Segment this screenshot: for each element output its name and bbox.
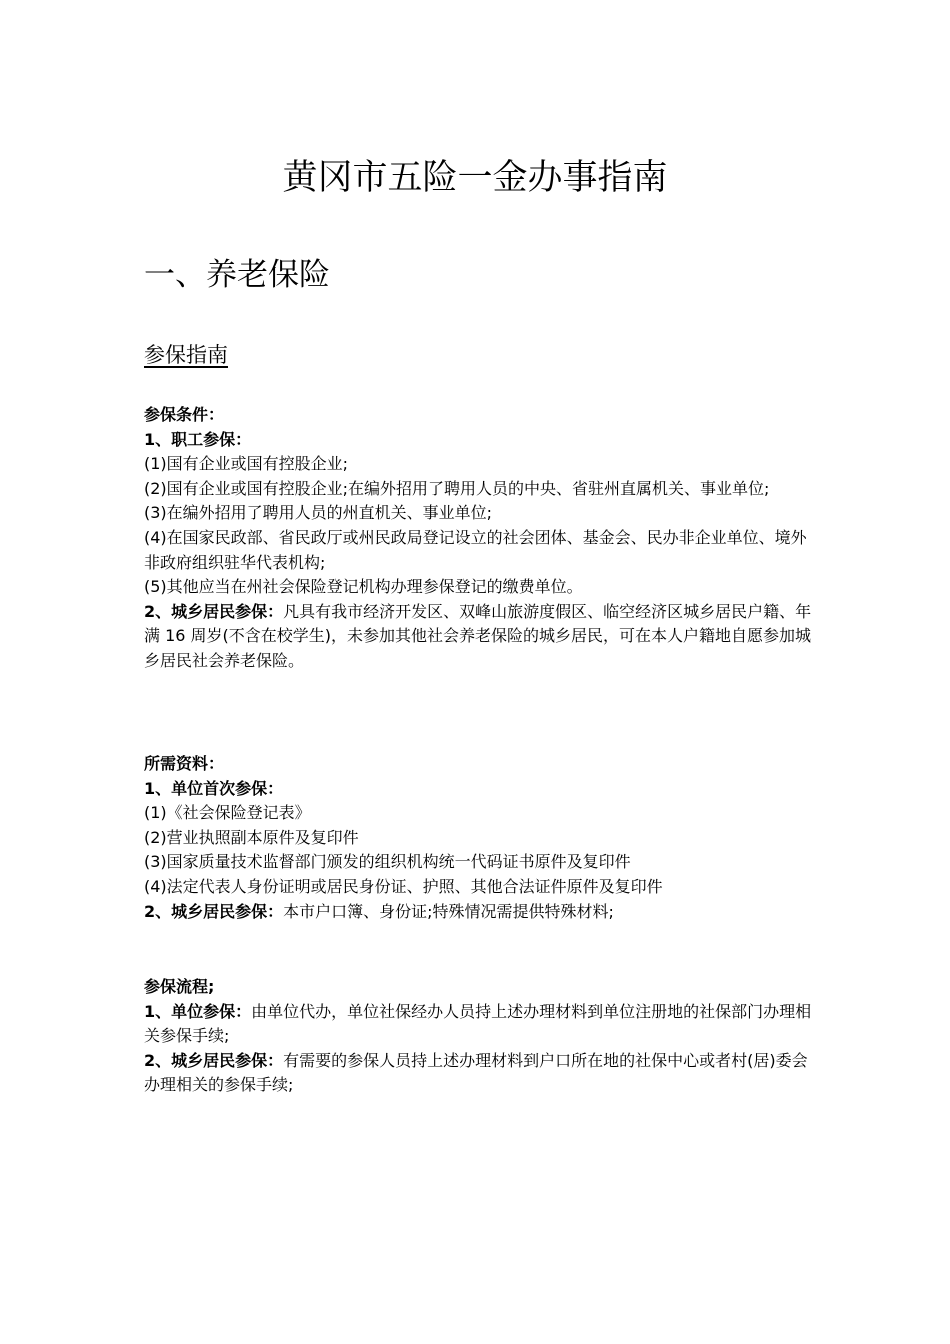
subsection-heading: 参保指南 — [144, 343, 228, 367]
resident-materials — [144, 900, 812, 925]
unit-process — [144, 1000, 812, 1049]
resident-condition — [144, 600, 812, 674]
material-item: (2)营业执照副本原件及复印件 — [144, 827, 359, 847]
condition-item: (1)国有企业或国有控股企业; — [144, 454, 349, 474]
resident-text: 有需要的参保人员持上述办理材料到户口所在地的社保中心或者村(居)委会办理相关的参保手续; — [144, 1050, 808, 1095]
employee-label: 1、职工参保： — [144, 429, 252, 449]
resident-label: 2、城乡居民参保： — [144, 601, 284, 621]
unit-first-label: 1、单位首次参保： — [144, 778, 284, 798]
condition-item: (4)在国家民政部、省民政厅或州民政局登记设立的社会团体、基金会、民办非企业单位、境外非政府组织驻华代表机构; — [144, 527, 807, 572]
materials-section — [144, 752, 812, 924]
unit-label: 1、单位参保： — [144, 1001, 252, 1021]
process-heading: 参保流程; — [144, 977, 215, 996]
condition-item: (2)国有企业或国有控股企业;在编外招用了聘用人员的中央、省驻州直属机关、事业单位; — [144, 478, 770, 498]
material-item: (1)《社会保险登记表》 — [144, 803, 311, 823]
resident-label: 2、城乡居民参保： — [144, 901, 284, 921]
process-section — [144, 975, 812, 1098]
document-title: 黄冈市五险一金办事指南 — [282, 158, 668, 198]
resident-text: 本市户口簿、身份证;特殊情况需提供特殊材料; — [283, 901, 614, 921]
unit-text: 由单位代办，单位社保经办人员持上述办理材料到单位注册地的社保部门办理相关参保手续; — [144, 1001, 812, 1046]
resident-process — [144, 1049, 812, 1098]
condition-item: (3)在编外招用了聘用人员的州直机关、事业单位; — [144, 503, 493, 523]
conditions-heading: 参保条件： — [144, 405, 225, 424]
condition-item: (5)其他应当在州社会保险登记机构办理参保登记的缴费单位。 — [144, 577, 583, 597]
resident-label: 2、城乡居民参保： — [144, 1050, 284, 1070]
materials-heading: 所需资料： — [144, 754, 225, 773]
material-item: (3)国家质量技术监督部门颁发的组织机构统一代码证书原件及复印件 — [144, 852, 631, 872]
section-heading: 一、养老保险 — [144, 257, 330, 293]
material-item: (4)法定代表人身份证明或居民身份证、护照、其他合法证件原件及复印件 — [144, 876, 663, 896]
conditions-section — [144, 403, 812, 674]
resident-text: 凡具有我市经济开发区、双峰山旅游度假区、临空经济区城乡居民户籍、年满 16 周岁(不含在校学生)，未参加其他社会养老保险的城乡居民，可在本人户籍地自愿参加城乡居民社会养老保险。 — [144, 601, 812, 670]
